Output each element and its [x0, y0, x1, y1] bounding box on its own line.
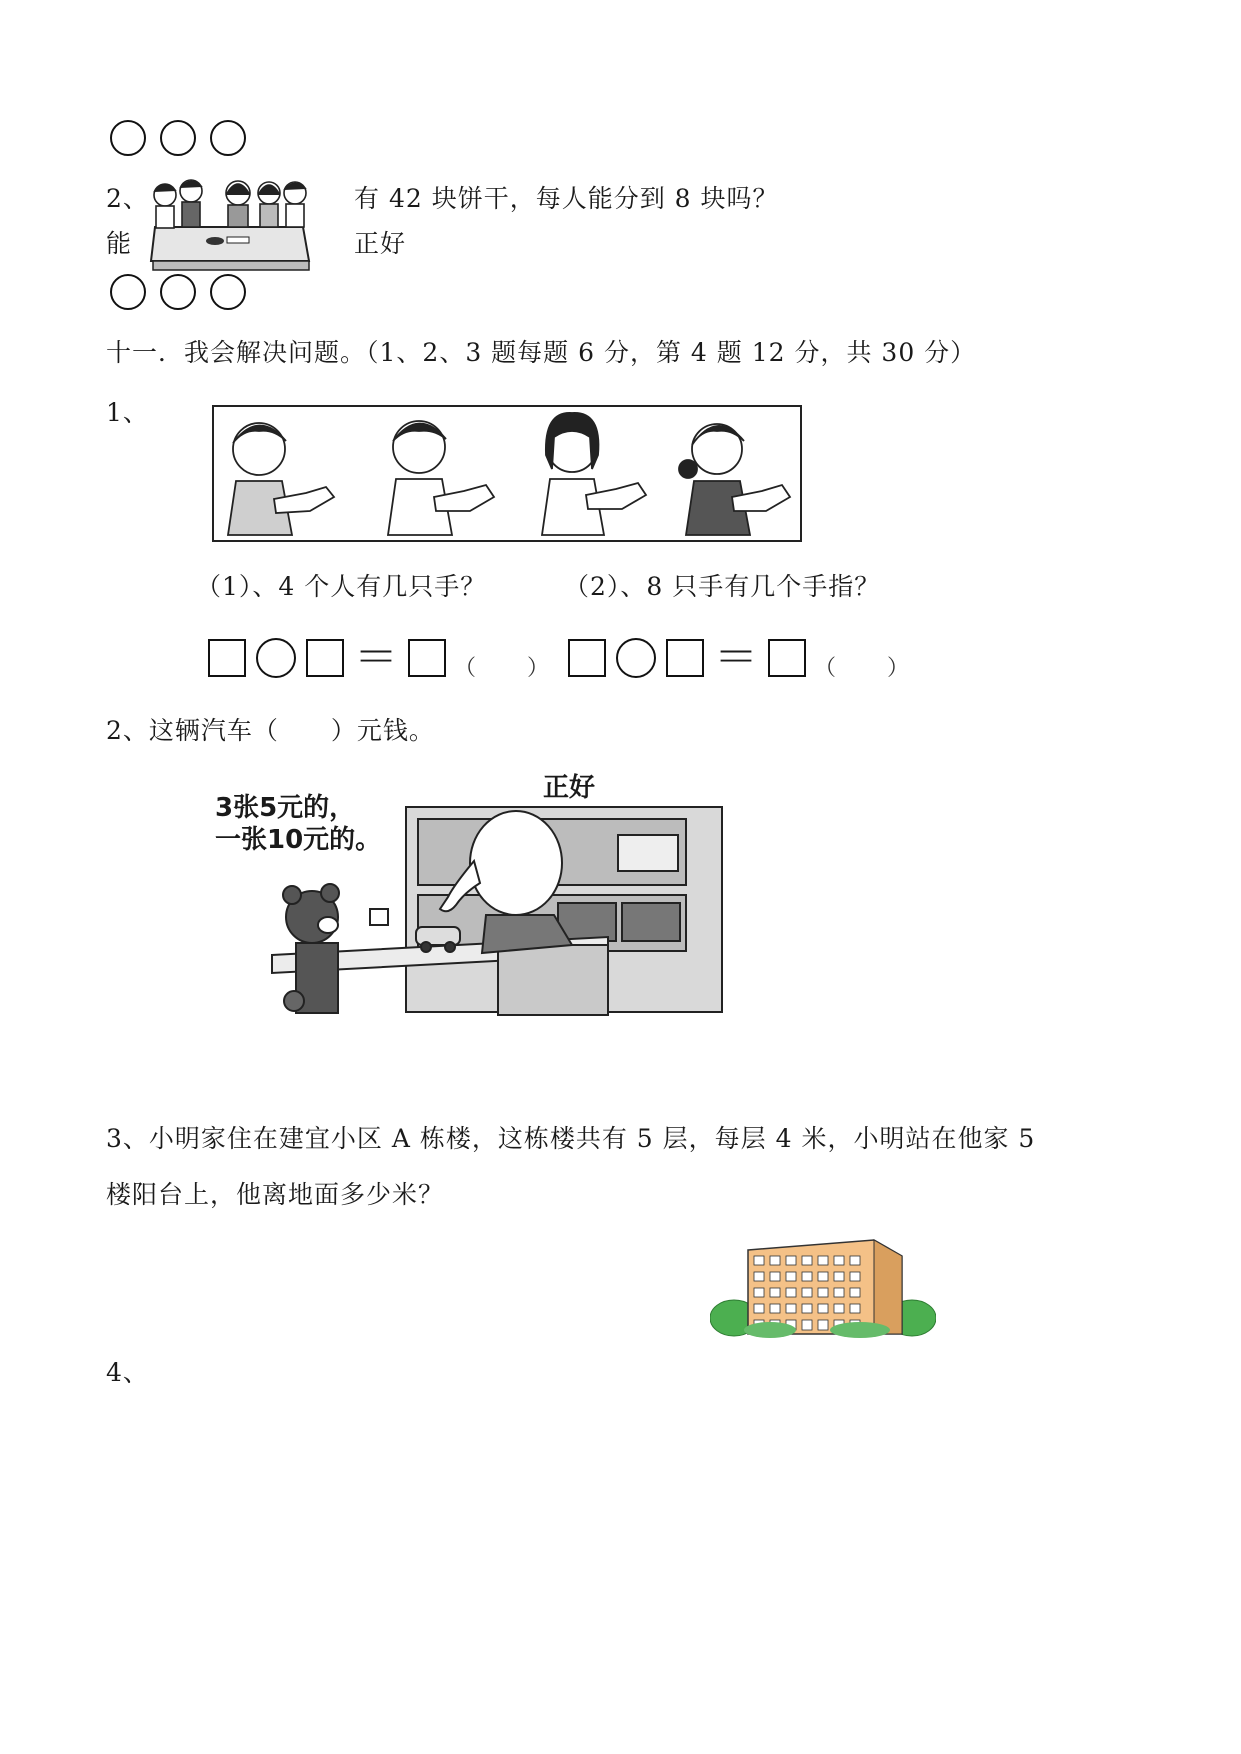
unit-parentheses[interactable]: （ ）: [814, 655, 931, 681]
answer-box[interactable]: [408, 639, 446, 677]
answer-circles-top: [110, 120, 260, 160]
answer-circle[interactable]: [210, 120, 246, 156]
four-children-hands-illustration: [212, 405, 802, 542]
answer-box[interactable]: [306, 639, 344, 677]
apartment-building-illustration: [710, 1236, 936, 1338]
answer-circles-q2: [110, 274, 260, 314]
answer-circle[interactable]: [160, 120, 196, 156]
equals-sign: ＝: [354, 632, 398, 683]
problem-4-number: 4、: [106, 1358, 149, 1387]
answer-box[interactable]: [208, 639, 246, 677]
equation-blanks-1: [208, 632, 571, 683]
answer-circle[interactable]: [210, 274, 246, 310]
sub-question-2: （2）、8 只手有几个手指？: [564, 572, 881, 601]
choice-label-right: 正好: [354, 229, 407, 258]
problem-3-line-1: 3、小明家住在建宜小区 A 栋楼，这栋楼共有 5 层，每层 4 米，小明站在他家 5: [106, 1124, 1036, 1153]
sub-question-1: （1）、4 个人有几只手？: [196, 572, 487, 601]
answer-box[interactable]: [568, 639, 606, 677]
unit-parentheses[interactable]: （ ）: [454, 655, 571, 681]
question-text: 有 42 块饼干，每人能分到 8 块吗？: [354, 184, 779, 213]
operator-circle[interactable]: [256, 638, 296, 678]
equals-sign: ＝: [714, 632, 758, 683]
speech-line-1: 3张5元的，: [215, 793, 356, 823]
answer-circle[interactable]: [110, 274, 146, 310]
answer-circle[interactable]: [160, 274, 196, 310]
question-number: 2、: [106, 184, 149, 213]
answer-box[interactable]: [666, 639, 704, 677]
section-heading: 十一．我会解决问题。（1、2、3 题每题 6 分，第 4 题 12 分，共 30 分）: [106, 338, 977, 367]
speech-line-2: 一张10元的。: [215, 825, 382, 855]
choice-label-left: 能: [106, 229, 133, 258]
answer-circle[interactable]: [110, 120, 146, 156]
equation-blanks-2: [568, 632, 931, 683]
problem-3-line-2: 楼阳台上，他离地面多少米？: [106, 1180, 445, 1209]
problem-2-text: 2、这辆汽车（ ）元钱。: [106, 716, 435, 745]
problem-number: 1、: [106, 398, 149, 427]
exact-label: 正好: [543, 773, 596, 803]
operator-circle[interactable]: [616, 638, 656, 678]
toy-shop-illustration: [268, 805, 728, 1020]
children-at-table-illustration: [143, 175, 315, 275]
children-showing-hands: [214, 407, 800, 540]
answer-box[interactable]: [768, 639, 806, 677]
